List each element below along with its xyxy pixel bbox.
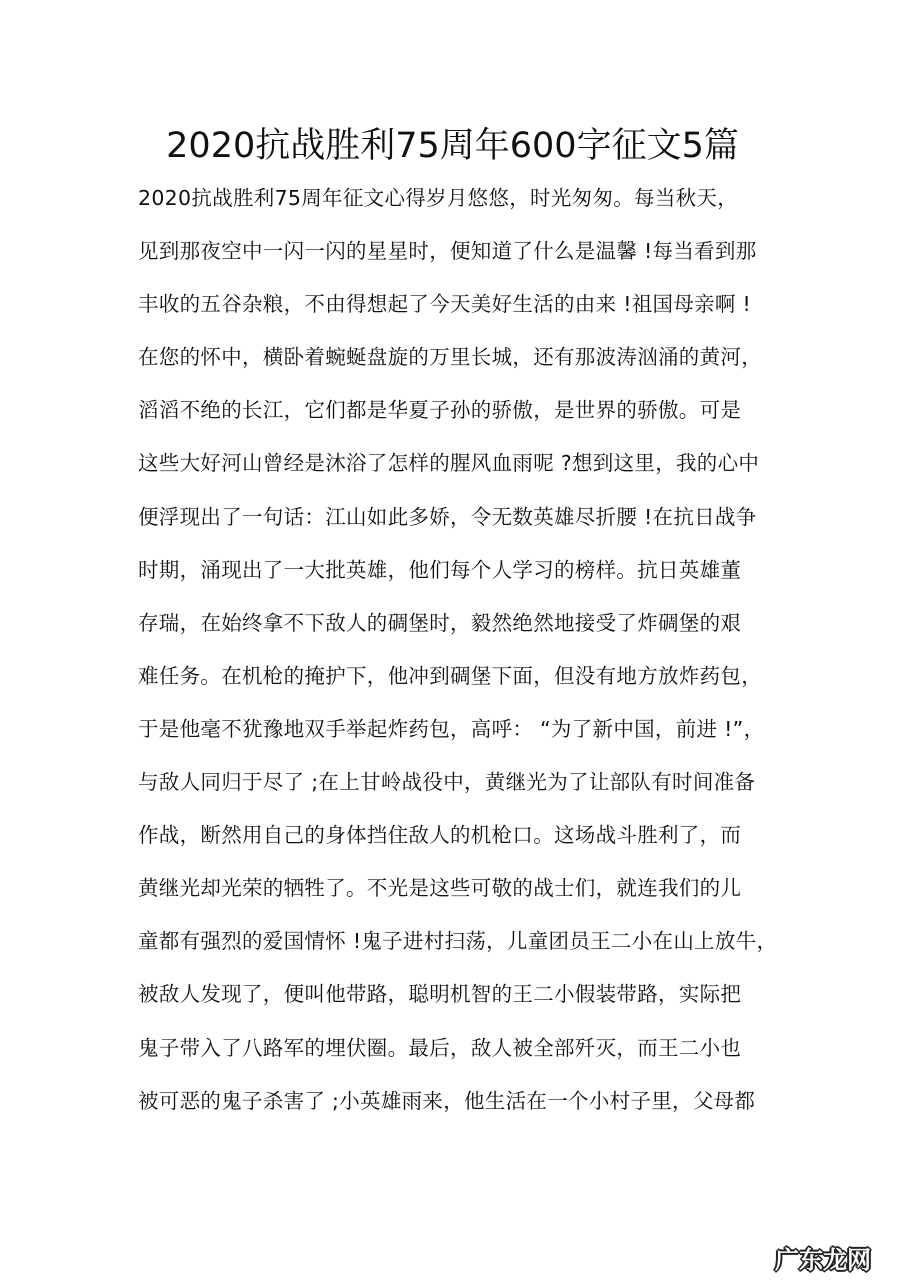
paragraph-line: 黄继光却光荣的牺牲了。不光是这些可敬的战士们，就连我们的儿 bbox=[138, 876, 742, 901]
paragraph-line: 鬼子带入了八路军的埋伏圈。最后，敌人被全部歼灭，而王二小也 bbox=[138, 1035, 742, 1060]
paragraph-line: 滔滔不绝的长江，它们都是华夏子孙的骄傲，是世界的骄傲。可是 bbox=[138, 398, 742, 423]
paragraph-line: 见到那夜空中一闪一闪的星星时，便知道了什么是温馨 !每当看到那 bbox=[138, 239, 757, 264]
paragraph-line: 童都有强烈的爱国情怀 !鬼子进村扫荡，儿童团员王二小在山上放牛， bbox=[138, 929, 778, 954]
paragraph-line: 作战，断然用自己的身体挡住敌人的机枪口。这场战斗胜利了，而 bbox=[138, 823, 742, 848]
paragraph-line: 被可恶的鬼子杀害了 ;小英雄雨来，他生活在一个小村子里，父母都 bbox=[138, 1088, 756, 1113]
paragraph-line: 存瑞，在始终拿不下敌人的碉堡时，毅然绝然地接受了炸碉堡的艰 bbox=[138, 610, 742, 635]
document-body bbox=[138, 183, 778, 1139]
paragraph-line: 于是他毫不犹豫地双手举起炸药包，高呼： “为了新中国，前进 !”， bbox=[138, 716, 765, 741]
paragraph-line: 2020抗战胜利75周年征文心得岁月悠悠，时光匆匆。每当秋天， bbox=[138, 186, 739, 210]
watermark-logo: 广东龙网 bbox=[775, 1246, 871, 1274]
paragraph-line: 这些大好河山曾经是沐浴了怎样的腥风血雨呢 ?想到这里，我的心中 bbox=[138, 451, 760, 476]
paragraph-line: 丰收的五谷杂粮，不由得想起了今天美好生活的由来 !祖国母亲啊 ! bbox=[138, 292, 752, 317]
paragraph-line: 被敌人发现了，便叫他带路，聪明机智的王二小假装带路，实际把 bbox=[138, 982, 742, 1007]
paragraph-line: 与敌人同归于尽了 ;在上甘岭战役中，黄继光为了让部队有时间准备 bbox=[138, 770, 756, 795]
paragraph-line: 难任务。在机枪的掩护下，他冲到碉堡下面，但没有地方放炸药包， bbox=[138, 663, 762, 688]
paragraph-line: 在您的怀中，横卧着蜿蜒盘旋的万里长城，还有那波涛汹涌的黄河， bbox=[138, 345, 762, 370]
document-title: 2020抗战胜利75周年600字征文5篇 bbox=[166, 126, 739, 166]
paragraph-line: 便浮现出了一句话：江山如此多娇，令无数英雄尽折腰 !在抗日战争 bbox=[138, 504, 757, 529]
paragraph-line: 时期，涌现出了一大批英雄，他们每个人学习的榜样。抗日英雄董 bbox=[138, 557, 742, 582]
